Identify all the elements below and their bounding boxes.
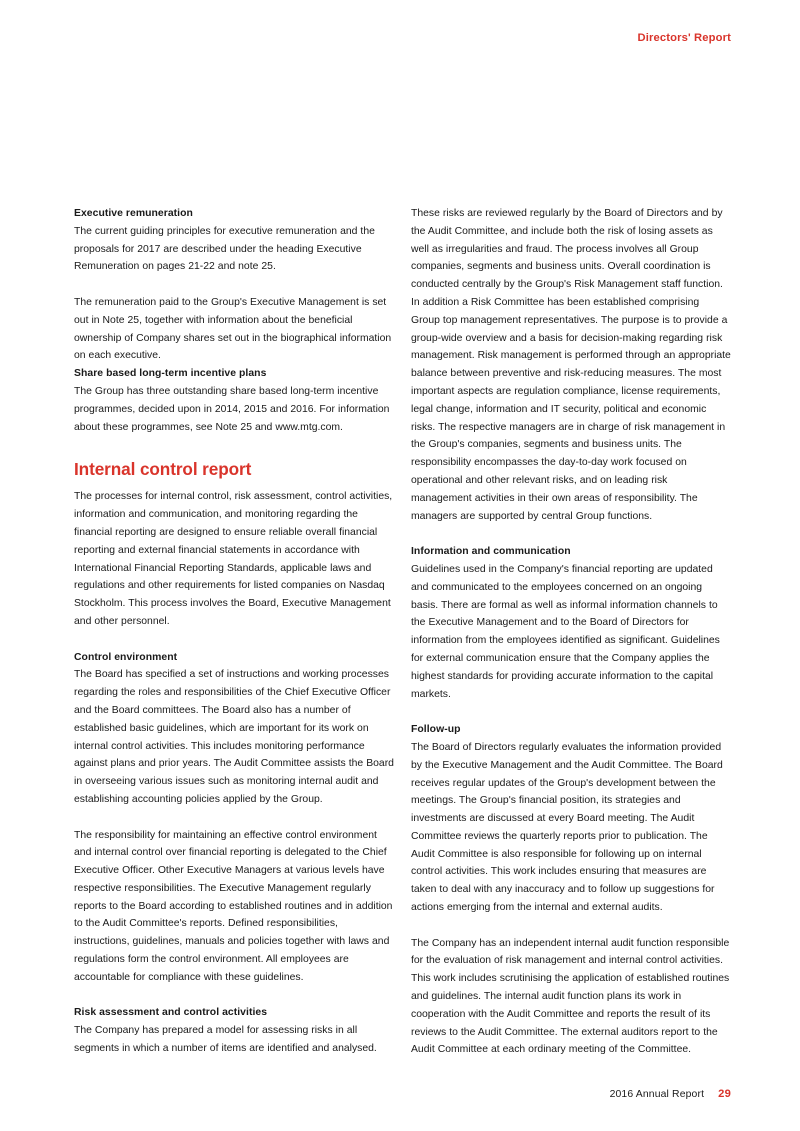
paragraph-spacer: [74, 987, 394, 1005]
paragraph-risk-continued-1: These risks are reviewed regularly by the Board of Directors and by the Audit Committee, and include both the risk of losing assets as well as irregularities and fraud. The process involves all Group companies, segments and business units. Overall coordination is conducted centrally by the Group's Risk Management staff function. In addition a Risk Committee has been established comprising Group top management representatives. The purpose is to provide a group-wide overview and a basis for decision-making regarding risk management. Risk management is performed through an appropriate balance between preventive and risk-reducing measures. The most important aspects are regulation compliance, license requirements, legal change, information and IT security, political and economic risks. The respective managers are in charge of risk management in the Group's companies, segments and business units. The responsibility encompasses the day-to-day work focused on operational and other relevant risks, and on leading risk management activities in their own areas of responsibility. The managers are supported by central Group functions.: [411, 208, 731, 522]
running-header: [638, 33, 732, 44]
paragraph-spacer: [411, 703, 731, 721]
two-column-body: [74, 205, 731, 1059]
heading-risk-assessment: Risk assessment and control activities: [74, 1007, 268, 1019]
paragraph-information-1: Guidelines used in the Company's financial reporting are updated and communicated to the employees concerned on an ongoing basis. There are formal as well as informal information channels to the Executive Management and to the Board of Directors for information from the employees identified as significant. Guidelines for external communication ensure that the Company applies the highest standards for providing accurate information to the capital markets.: [411, 563, 720, 700]
paragraph-spacer: [411, 525, 731, 543]
right-column: [411, 205, 731, 1059]
section-spacer: [74, 480, 394, 488]
footer-report-title: 2016 Annual Report: [609, 1089, 705, 1100]
paragraph-follow-up-2: The Company has an independent internal audit function responsible for the evaluation of risk management and internal control activities. This work includes scrutinising the application of established routines and guidelines. The internal audit function plans its work in cooperation with the Audit Committee and reports the result of its reviews to the Audit Committee. The external auditors report to the Audit Committee at each ordinary meeting of the Committee.: [411, 937, 730, 1056]
heading-internal-control-report: Internal control report: [74, 459, 252, 480]
running-header-title: Directors' Report: [637, 32, 731, 44]
paragraph-follow-up-1: The Board of Directors regularly evaluates the information provided by the Executive Management and the Audit Committee. The Board receives regular updates of the Group's development between the meetings. The Group's financial position, its strategies and investments are discussed at every Board meeting. The Audit Committee reviews the quarterly reports prior to publication. The Audit Committee is also responsible for following up on internal control activities. This work includes ensuring that measures are taken to deal with any inaccuracy and to follow up suggestions for actions emerging from the internal and external audits.: [411, 741, 723, 914]
paragraph-internal-control-1: The processes for internal control, risk assessment, control activities, information and communication, and monitoring regarding the financial reporting are designed to ensure reliable overall financial reporting and external financial statements in accordance with International Financial Reporting Standards, applicable laws and regulations and other requirements for listed companies on Nasdaq Stockholm. This process involves the Board, Executive Management and other personnel.: [74, 491, 393, 627]
heading-share-based-plans: Share based long-term incentive plans: [74, 368, 267, 380]
section-spacer: [74, 436, 394, 458]
paragraph-risk-assessment-1: The Company has prepared a model for assessing risks in all segments in which a number of items are identified and analysed.: [74, 1025, 377, 1055]
paragraph-control-environment-1: The Board has specified a set of instructions and working processes regarding the roles and responsibilities of the Chief Executive Officer and the Board committees. The Board also has a number of established basic guidelines, which are important for its work on internal control activities. This includes monitoring performance against plans and prior years. The Audit Committee assists the Board in overseeing various issues such as monitoring internal audit and establishing accounting policies applied by the Group.: [74, 669, 394, 805]
heading-control-environment: Control environment: [74, 651, 178, 663]
paragraph-exec-remuneration-1: The current guiding principles for executive remuneration and the proposals for 2017 are described under the heading Executive Remuneration on pages 21-22 and note 25.: [74, 225, 375, 273]
paragraph-spacer: [411, 917, 731, 935]
paragraph-exec-remuneration-2: The remuneration paid to the Group's Executive Management is set out in Note 25, together with information about the beneficial ownership of Company shares set out in the biographical information on each executive.: [74, 296, 392, 362]
paragraph-share-plans-1: The Group has three outstanding share based long-term incentive programmes, decided upon in 2014, 2015 and 2016. For information about these programmes, see Note 25 and www.mtg.com.: [74, 385, 390, 433]
heading-executive-remuneration: Executive remuneration: [74, 208, 193, 219]
page-footer: [610, 1088, 731, 1100]
paragraph-spacer: [74, 631, 394, 649]
paragraph-spacer: [74, 276, 394, 294]
left-column: [74, 205, 394, 1058]
paragraph-spacer: [74, 809, 394, 827]
heading-follow-up: Follow-up: [411, 724, 461, 736]
heading-information-and-communication: Information and communication: [411, 546, 571, 558]
footer-page-number: 29: [718, 1088, 731, 1100]
paragraph-control-environment-2: The responsibility for maintaining an effective control environment and internal control over financial reporting is delegated to the Chief Executive Officer. Other Executive Managers at various levels have respective responsibilities. The Executive Management regularly reports to the Board according to established routines and in addition to the Audit Committee's reports. Defined responsibilities, instructions, guidelines, manuals and policies together with laws and regulations form the control environment. All employees are accountable for compliance with these guidelines.: [74, 829, 393, 983]
